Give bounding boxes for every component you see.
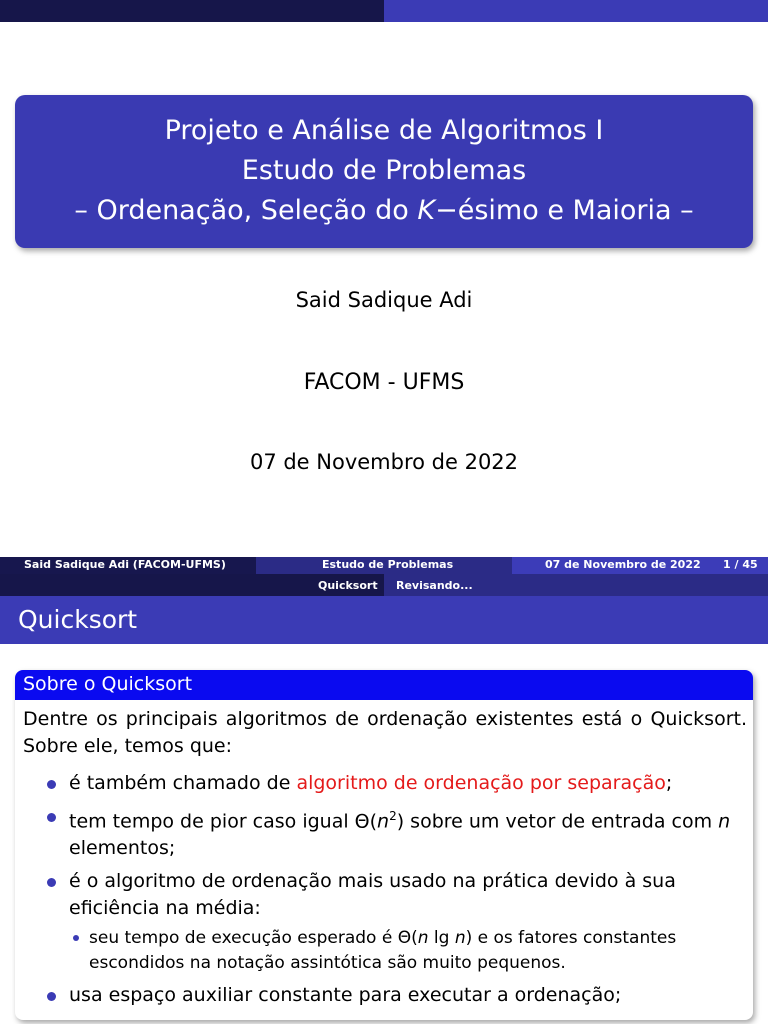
block-body	[23, 706, 747, 1015]
bullet-list	[23, 770, 747, 1009]
title-line-3	[15, 191, 753, 231]
nav-subsection-revisando[interactable]: Revisando...	[396, 579, 473, 592]
footer-page-number: 1 / 45	[723, 558, 758, 571]
title-line-1: Projeto e Análise de Algoritmos I	[164, 115, 604, 146]
item3-sub-n2: n	[454, 928, 466, 949]
item2-prefix: tem tempo de pior caso igual Θ(	[69, 810, 378, 833]
title-line-3-prefix: – Ordenação, Seleção do	[74, 195, 418, 226]
nav-section-quicksort[interactable]: Quicksort	[318, 579, 378, 592]
progress-segment-remaining	[384, 0, 768, 22]
item2-n: n	[377, 810, 390, 833]
item3-sub-n: n	[417, 928, 429, 949]
block-title: Sobre o Quicksort	[23, 673, 193, 695]
item1-highlight: algoritmo de ordenação por separação	[296, 772, 666, 794]
item2-suffix: elementos;	[69, 837, 176, 860]
sub-bullet-list	[69, 926, 747, 976]
footer-author: Said Sadique Adi (FACOM-UFMS)	[24, 558, 226, 571]
footer-title: Estudo de Problemas	[322, 558, 454, 571]
footer-date: 07 de Novembro de 2022	[545, 558, 701, 571]
navigation-progress-bar	[0, 0, 768, 22]
item3-sub-lg: lg	[428, 928, 455, 949]
frame-title: Quicksort	[18, 605, 138, 634]
author: Said Sadique Adi	[295, 288, 473, 312]
item1-prefix: é também chamado de	[69, 772, 297, 794]
sub-list-item	[69, 926, 747, 976]
footer-title-section	[256, 557, 512, 574]
list-item	[23, 982, 747, 1009]
content-block	[15, 670, 753, 1020]
frame-title-bar	[0, 596, 768, 644]
item1-suffix: ;	[665, 772, 673, 794]
title-line-3-suffix: −ésimo e Maioria –	[435, 195, 694, 226]
item4-text: usa espaço auxiliar constante para executar a ordenação;	[69, 984, 622, 1007]
footer-author-section	[0, 557, 256, 574]
item3-sub-prefix: seu tempo de execução esperado é Θ(	[89, 928, 418, 949]
item3-text: é o algoritmo de ordenação mais usado na prática devido à sua eficiência na média:	[69, 870, 676, 920]
footer-date-section	[512, 557, 768, 574]
list-item	[23, 803, 747, 862]
item2-n2: n	[718, 810, 731, 833]
section-navigation	[0, 574, 768, 596]
institute: FACOM - UFMS	[303, 370, 465, 395]
item3-sub-suffix: ) e os fatores constantes escondidos na notação assintótica são muito pequenos.	[89, 928, 677, 974]
title-block	[15, 95, 753, 248]
progress-segment-done	[0, 0, 384, 22]
block-intro: Dentre os principais algoritmos de ordenação existentes está o Quicksort. Sobre ele, temos que:	[23, 708, 747, 757]
list-item	[23, 868, 747, 976]
item2-exponent: 2	[389, 809, 397, 823]
slide-footer	[0, 557, 768, 574]
item2-middle: ) sobre um vetor de entrada com	[396, 810, 719, 833]
title-line-2: Estudo de Problemas	[241, 155, 527, 186]
date: 07 de Novembro de 2022	[249, 450, 519, 474]
list-item	[23, 770, 747, 797]
block-title-bar	[15, 670, 753, 700]
title-line-3-k: K	[417, 195, 436, 226]
